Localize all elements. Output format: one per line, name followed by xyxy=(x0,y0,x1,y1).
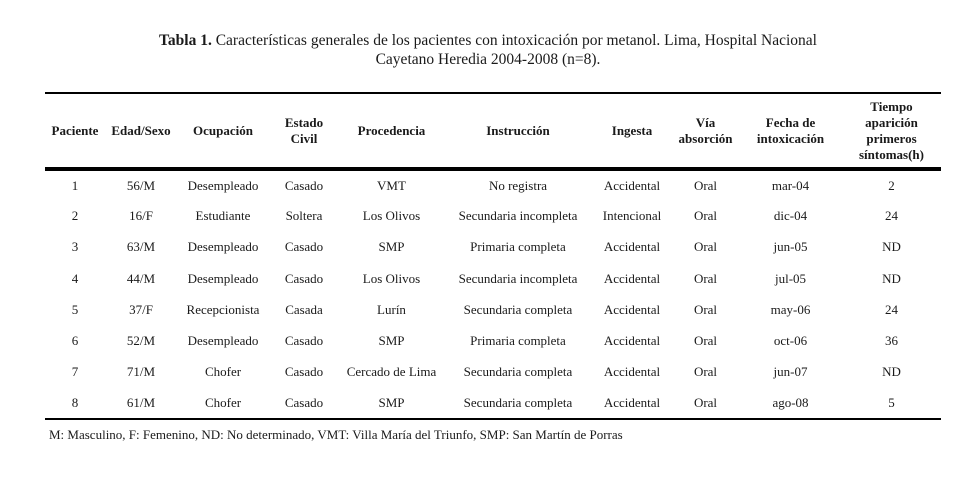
cell-instruccion: Secundaria completa xyxy=(463,395,573,411)
cell-paciente: 7 xyxy=(71,364,79,380)
cell-instruccion: Primaria completa xyxy=(470,239,566,255)
cell-fecha-intoxicacion: mar-04 xyxy=(771,177,810,193)
cell-procedencia: SMP xyxy=(378,333,405,349)
table-row xyxy=(45,263,941,294)
cell-ingesta: Accidental xyxy=(603,177,661,193)
cell-estado-civil: Casado xyxy=(284,364,324,380)
cell-fecha-intoxicacion: dic-04 xyxy=(773,207,808,223)
patient-table-container xyxy=(45,92,941,420)
cell-tiempo-sintomas: ND xyxy=(882,270,901,286)
cell-procedencia: SMP xyxy=(378,395,405,411)
cell-paciente: 2 xyxy=(71,207,79,223)
header-row xyxy=(45,93,941,169)
cell-instruccion: Secundaria completa xyxy=(463,364,573,380)
header-fecha-intoxicacion: Fecha de intoxicación xyxy=(756,114,825,146)
cell-tiempo-sintomas: 5 xyxy=(888,395,895,411)
caption-label: Tabla 1. xyxy=(159,32,212,49)
header-ingesta: Ingesta xyxy=(611,122,653,138)
cell-ocupacion: Recepcionista xyxy=(186,301,260,317)
cell-via-absorcion: Oral xyxy=(693,364,718,380)
cell-paciente: 5 xyxy=(71,301,79,317)
header-via-absorcion: Vía absorción xyxy=(678,114,733,146)
cell-instruccion: No registra xyxy=(488,177,548,193)
cell-procedencia: Lurín xyxy=(377,301,406,317)
cell-edad-sexo: 71/M xyxy=(126,364,156,380)
header-instruccion: Instrucción xyxy=(486,122,550,138)
cell-tiempo-sintomas: 2 xyxy=(888,177,895,193)
cell-procedencia: Los Olivos xyxy=(362,207,421,223)
cell-via-absorcion: Oral xyxy=(693,301,718,317)
table-row xyxy=(45,200,941,231)
cell-instruccion: Secundaria incompleta xyxy=(458,207,578,223)
table-row xyxy=(45,294,941,325)
cell-ingesta: Accidental xyxy=(603,333,661,349)
cell-tiempo-sintomas: 24 xyxy=(885,301,898,317)
cell-procedencia: VMT xyxy=(377,177,406,193)
cell-tiempo-sintomas: 36 xyxy=(885,333,898,349)
cell-via-absorcion: Oral xyxy=(693,239,718,255)
cell-paciente: 6 xyxy=(71,333,79,349)
cell-paciente: 8 xyxy=(71,395,79,411)
cell-via-absorcion: Oral xyxy=(693,270,718,286)
cell-via-absorcion: Oral xyxy=(693,333,718,349)
cell-ingesta: Accidental xyxy=(603,270,661,286)
cell-estado-civil: Soltera xyxy=(285,207,323,223)
cell-via-absorcion: Oral xyxy=(693,207,718,223)
cell-fecha-intoxicacion: jun-05 xyxy=(773,239,808,255)
caption-text: Características generales de los pacientes con intoxicación por metanol. Lima, Hospital Nacional xyxy=(215,32,817,49)
cell-estado-civil: Casado xyxy=(284,239,324,255)
cell-paciente: 4 xyxy=(71,270,79,286)
cell-edad-sexo: 37/F xyxy=(129,301,153,317)
cell-ingesta: Accidental xyxy=(603,395,661,411)
cell-ocupacion: Desempleado xyxy=(187,177,259,193)
cell-tiempo-sintomas: ND xyxy=(882,239,901,255)
cell-edad-sexo: 61/M xyxy=(126,395,156,411)
table-row xyxy=(45,232,941,263)
cell-edad-sexo: 44/M xyxy=(126,270,156,286)
table-row xyxy=(45,357,941,388)
cell-fecha-intoxicacion: oct-06 xyxy=(773,333,808,349)
header-tiempo-sintomas: Tiempo aparición primeros síntomas(h) xyxy=(858,98,924,162)
cell-estado-civil: Casado xyxy=(284,333,324,349)
cell-fecha-intoxicacion: may-06 xyxy=(770,301,811,317)
cell-ingesta: Accidental xyxy=(603,239,661,255)
cell-estado-civil: Casado xyxy=(284,177,324,193)
caption-line-1 xyxy=(0,31,976,50)
cell-via-absorcion: Oral xyxy=(693,177,718,193)
header-ocupacion: Ocupación xyxy=(193,122,253,138)
cell-procedencia: SMP xyxy=(378,239,405,255)
cell-ingesta: Intencional xyxy=(602,207,662,223)
cell-ocupacion: Chofer xyxy=(204,364,242,380)
cell-via-absorcion: Oral xyxy=(693,395,718,411)
table-caption xyxy=(0,31,976,69)
patient-table xyxy=(45,92,941,420)
cell-estado-civil: Casada xyxy=(285,301,323,317)
cell-tiempo-sintomas: 24 xyxy=(885,207,898,223)
cell-ingesta: Accidental xyxy=(603,301,661,317)
cell-edad-sexo: 52/M xyxy=(126,333,156,349)
table-row xyxy=(45,325,941,356)
cell-ocupacion: Desempleado xyxy=(187,333,259,349)
cell-estado-civil: Casado xyxy=(284,395,324,411)
header-paciente: Paciente xyxy=(51,122,99,138)
cell-tiempo-sintomas: ND xyxy=(882,364,901,380)
cell-edad-sexo: 56/M xyxy=(126,177,156,193)
cell-paciente: 3 xyxy=(71,239,79,255)
cell-fecha-intoxicacion: ago-08 xyxy=(772,395,809,411)
cell-ocupacion: Desempleado xyxy=(187,270,259,286)
header-edad-sexo: Edad/Sexo xyxy=(111,122,171,138)
cell-instruccion: Secundaria incompleta xyxy=(458,270,578,286)
cell-edad-sexo: 63/M xyxy=(126,239,156,255)
table-footnote: M: Masculino, F: Femenino, ND: No determinado, VMT: Villa María del Triunfo, SMP: San Martín de Porras xyxy=(49,427,623,442)
cell-procedencia: Cercado de Lima xyxy=(346,364,437,380)
caption-line-2: Cayetano Heredia 2004-2008 (n=8). xyxy=(375,51,601,68)
cell-paciente: 1 xyxy=(71,177,79,193)
table-row xyxy=(45,169,941,200)
cell-instruccion: Primaria completa xyxy=(470,333,566,349)
cell-fecha-intoxicacion: jun-07 xyxy=(773,364,808,380)
cell-instruccion: Secundaria completa xyxy=(463,301,573,317)
cell-ocupacion: Desempleado xyxy=(187,239,259,255)
cell-ocupacion: Chofer xyxy=(204,395,242,411)
header-estado-civil: Estado Civil xyxy=(284,114,324,146)
cell-edad-sexo: 16/F xyxy=(129,207,153,223)
cell-ocupacion: Estudiante xyxy=(195,207,251,223)
cell-estado-civil: Casado xyxy=(284,270,324,286)
cell-ingesta: Accidental xyxy=(603,364,661,380)
cell-procedencia: Los Olivos xyxy=(362,270,421,286)
cell-fecha-intoxicacion: jul-05 xyxy=(774,270,807,286)
table-row xyxy=(45,388,941,419)
header-procedencia: Procedencia xyxy=(357,122,426,138)
